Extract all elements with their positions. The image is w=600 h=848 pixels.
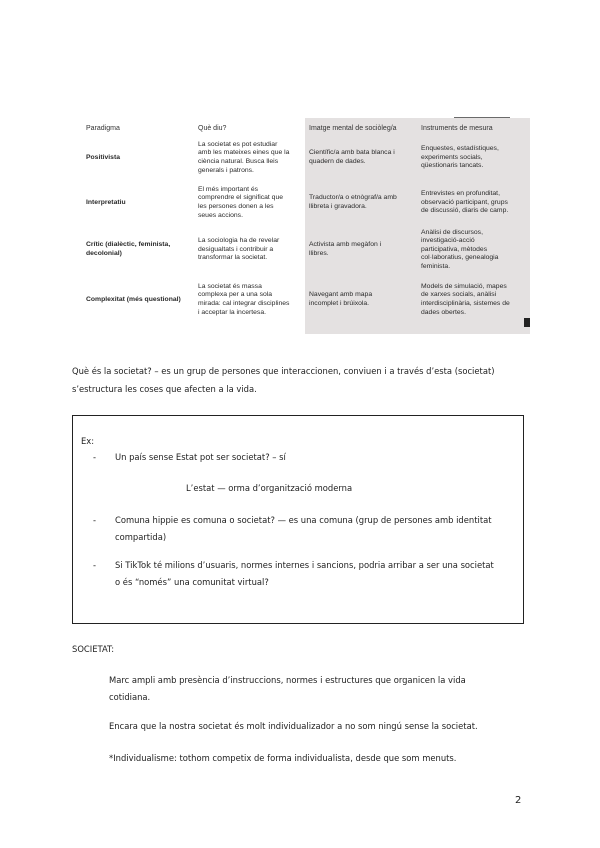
row-instruments: Enquestes, estadístiques, experiments socials, qüestionaris tancats. <box>421 145 499 170</box>
example-title: Ex: <box>81 436 95 446</box>
societat-paragraph-1-line-1: Marc ampli amb presència d’instruccions, normes i estructures que organicen la vida <box>109 675 466 685</box>
question-line-1: Què és la societat? – es un grup de persones que interaccionen, conviuen i a través d’esta (societat) <box>72 366 495 376</box>
row-says: La sociologia ha de revelar desigualtats i contribuir a transformar la societat. <box>198 237 280 262</box>
row-image: Activista amb megàfon i llibres. <box>309 241 382 257</box>
bullet-dash: - <box>93 560 97 570</box>
header-says: Què diu? <box>198 124 227 132</box>
bullet-dash: - <box>93 515 97 525</box>
example-item-2-line-1: Comuna hippie es comuna o societat? — es una comuna (grup de persones amb identitat <box>115 515 492 525</box>
table-row <box>82 181 530 225</box>
header-image: Imatge mental de sociòleg/a <box>309 124 397 132</box>
bullet-dash: - <box>93 452 97 462</box>
row-says: La societat es pot estudiar amb les mateixes eines que la ciència natural. Busca lleis generals i patrons. <box>198 140 290 174</box>
row-says: La societat és massa complexa per a una sola mirada: cal integrar disciplines i acceptar la incertesa. <box>198 282 290 316</box>
row-paradigm: Interpretatiu <box>86 198 126 206</box>
societat-heading: SOCIETAT: <box>72 644 115 654</box>
row-paradigm: Crític (dialèctic, feminista, decolonial) <box>86 241 171 257</box>
example-item-1: Un país sense Estat pot ser societat? – sí <box>115 452 286 462</box>
question-line-2: s’estructura les coses que afecten a la vida. <box>72 384 257 394</box>
row-paradigm: Complexitat (més questional) <box>86 295 181 303</box>
example-item-2-line-2: compartida) <box>115 532 167 542</box>
row-instruments: Entrevistes en profunditat, observació participant, grups de discussió, diaris de camp. <box>421 190 509 215</box>
example-item-3-line-2: o és “només” una comunitat virtual? <box>115 577 269 587</box>
row-instruments: Anàlisi de discursos, investigació-acció participativa, mètodes col·laboratius, genealogia feminista. <box>421 228 499 270</box>
societat-paragraph-2: Encara que la nostra societat és molt individualizador a no som ningú sense la societat. <box>109 721 478 731</box>
page-number: 2 <box>515 795 522 806</box>
table-header-row <box>82 122 530 136</box>
header-instruments: Instruments de mesura <box>421 124 493 132</box>
row-image: Científic/a amb bata blanca i quadern de dades. <box>309 149 395 165</box>
row-image: Navegant amb mapa incomplet i brúixola. <box>309 291 373 307</box>
row-instruments: Models de simulació, mapes de xarxes socials, anàlisi interdisciplinària, sistemes de dades obertes. <box>421 282 510 316</box>
example-box <box>72 415 524 624</box>
row-says: El més important és comprendre el significat que les persones donen a les seues accions. <box>198 185 284 219</box>
example-item-1-sub: L’estat — orma d’organització moderna <box>186 483 353 493</box>
row-paradigm: Positivista <box>86 153 120 161</box>
row-image: Traductor/a o etnògraf/a amb llibreta i gravadora. <box>309 194 397 210</box>
individualism-note: *Individualisme: tothom competix de forma individualista, desde que som menuts. <box>109 753 457 763</box>
societat-paragraph-1-line-2: cotidiana. <box>109 692 151 702</box>
table-row <box>82 226 530 274</box>
table-row <box>82 278 530 322</box>
table-row <box>82 138 530 178</box>
header-paradigm: Paradigma <box>86 124 120 132</box>
table-top-line <box>454 117 510 118</box>
example-item-3-line-1: Si TikTok té milions d’usuaris, normes internes i sancions, podria arribar a ser una societat <box>115 560 494 570</box>
